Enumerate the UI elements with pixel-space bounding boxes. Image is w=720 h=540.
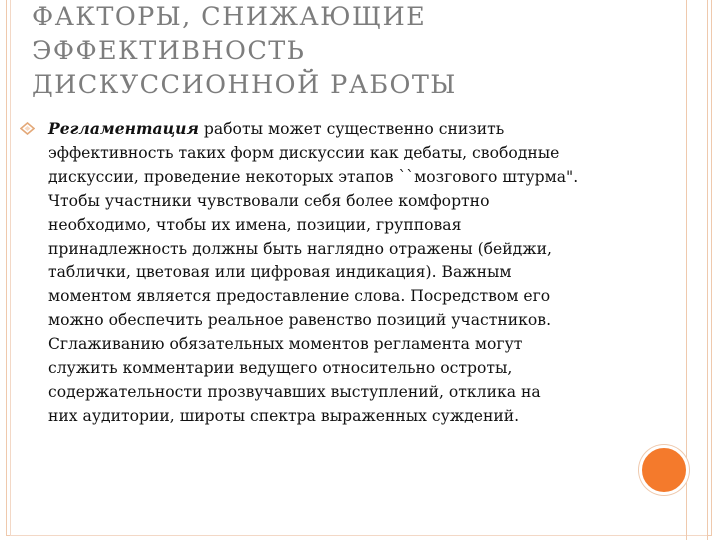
body-line-10: Сглаживанию обязательных моментов регламента могут [48, 335, 523, 354]
body-line-12: содержательности прозвучавших выступлений, отклика на [48, 382, 541, 401]
slide-right-band [686, 0, 708, 540]
orange-circle-decoration [639, 445, 689, 495]
body-line-5: необходимо, чтобы их имена, позиции, групповая [48, 215, 462, 234]
slide-title-line-3: ДИСКУССИОННОЙ РАБОТЫ [32, 70, 457, 100]
body-paragraph [48, 117, 680, 429]
body-line-3: дискуссии, проведение некоторых этапов ``мозгового штурма". [48, 167, 579, 186]
hollow-diamond-bullet-icon [20, 122, 35, 135]
body-line-1 [48, 117, 680, 142]
first-line-text: работы может существенно снизить [198, 120, 505, 138]
body-line-13: них аудитории, широты спектра выраженных суждений. [48, 406, 520, 425]
body-line-11: служить комментарии ведущего относительно остроты, [48, 359, 513, 378]
slide-title-line-2: ЭФФЕКТИВНОСТЬ [32, 36, 306, 66]
body-line-8: моментом является предоставление слова. Посредством его [48, 287, 551, 306]
body-line-2: эффективность таких форм дискуссии как дебаты, свободные [48, 143, 560, 162]
slide-title [32, 0, 672, 102]
key-term: Регламентация [48, 119, 199, 138]
body-line-7: таблички, цветовая или цифровая индикация). Важным [48, 263, 512, 282]
slide-title-line-1: ФАКТОРЫ, СНИЖАЮЩИЕ [32, 2, 427, 32]
body-line-9: можно обеспечить реальное равенство позиций участников. [48, 311, 552, 330]
body-line-6: принадлежность должны быть наглядно отражены (бейджи, [48, 239, 552, 258]
body-line-4: Чтобы участники чувствовали себя более комфортно [48, 191, 490, 210]
